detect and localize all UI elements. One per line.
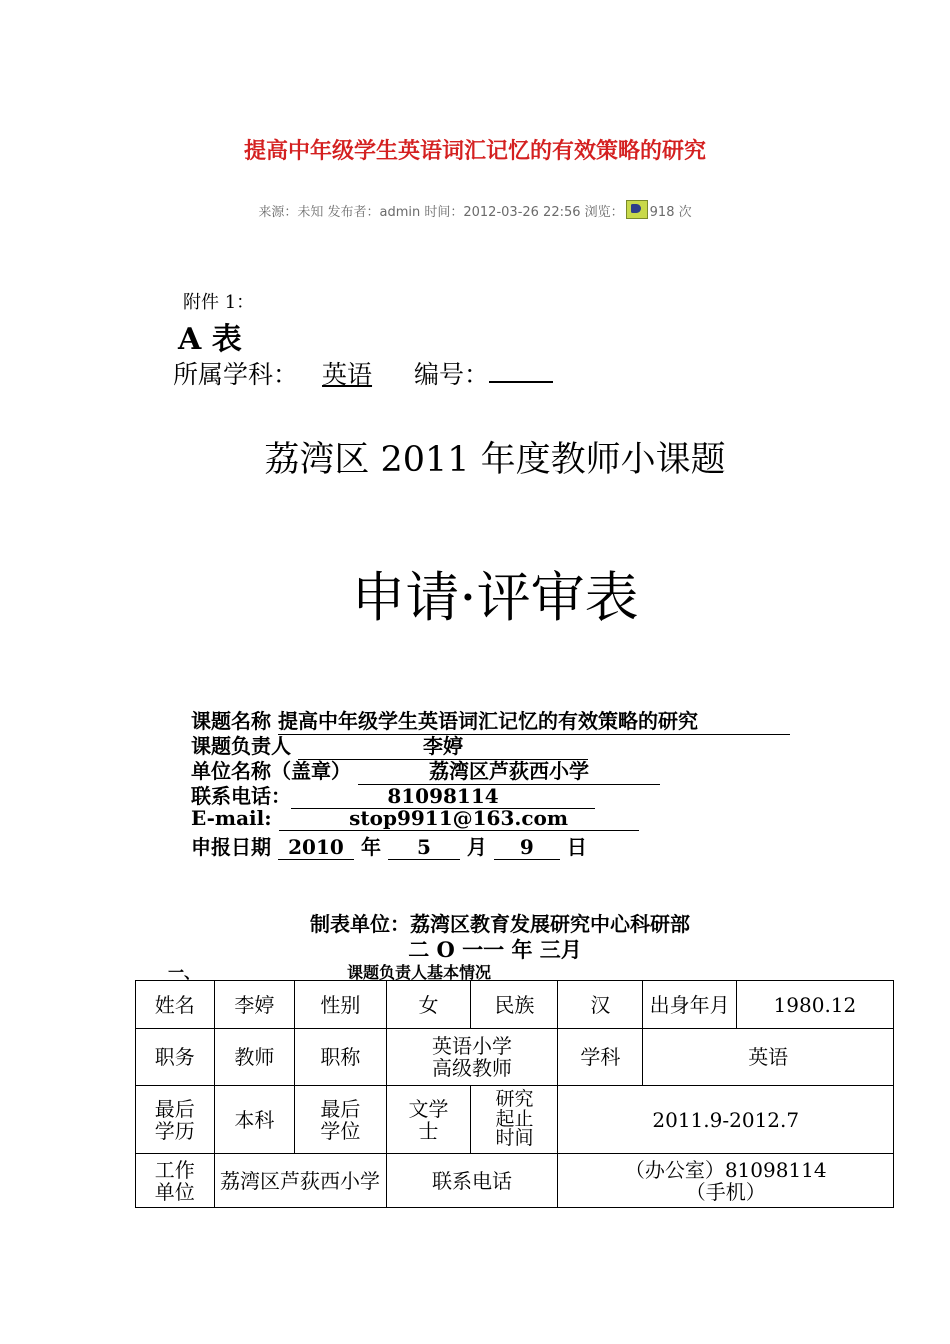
view-count: 918 xyxy=(649,205,675,220)
table-cell: 姓名 xyxy=(136,981,215,1029)
maker-date: 二 O 一一 年 三月 xyxy=(408,937,582,962)
topic-label: 课题名称 xyxy=(191,709,271,733)
cell-line: 学位 xyxy=(320,1118,361,1143)
year-unit: 年 xyxy=(360,835,381,859)
table-cell: 汉 xyxy=(558,981,643,1029)
table-row xyxy=(136,1154,894,1208)
month-value: 5 xyxy=(388,835,460,860)
day-value: 9 xyxy=(494,835,560,860)
table-cell xyxy=(386,1086,471,1154)
article-meta xyxy=(0,200,950,220)
page-title: 提高中年级学生英语词汇记忆的有效策略的研究 xyxy=(243,139,706,164)
cell-line: 最后 xyxy=(154,1096,195,1121)
email-field xyxy=(191,806,639,831)
main-title: 荔湾区 2011 年度教师小课题 xyxy=(264,440,726,480)
table-cell: 荔湾区芦荻西小学 xyxy=(214,1154,386,1208)
table-cell: 职称 xyxy=(295,1029,386,1086)
table-cell: 女 xyxy=(386,981,471,1029)
title-line-1: 英语小学 xyxy=(431,1034,512,1058)
table-cell: 教师 xyxy=(214,1029,295,1086)
cell-line: 文学 xyxy=(408,1096,449,1121)
number-blank xyxy=(489,381,553,383)
table-row xyxy=(136,1029,894,1086)
number-label: 编号： xyxy=(414,360,490,389)
table-cell xyxy=(471,1086,558,1154)
table-cell: 联系电话 xyxy=(386,1154,558,1208)
date-label: 申报日期 xyxy=(191,835,271,859)
table-row xyxy=(136,1086,894,1154)
table-cell xyxy=(386,1029,558,1086)
cell-line: 最后 xyxy=(320,1096,361,1121)
leader-info-table xyxy=(135,980,894,1208)
view-count-icon xyxy=(626,200,648,219)
date-field xyxy=(191,831,587,860)
leader-value: 李婷 xyxy=(298,730,588,760)
table-cell: 民族 xyxy=(471,981,558,1029)
table-cell xyxy=(558,1154,894,1208)
maker-unit: 制表单位：荔湾区教育发展研究中心科研部 xyxy=(310,912,690,936)
table-cell: 英语 xyxy=(643,1029,894,1086)
table-cell xyxy=(295,1086,386,1154)
cell-line: （办公室）81098114 xyxy=(624,1157,827,1182)
email-label: E-mail: xyxy=(191,806,272,830)
table-cell: 性别 xyxy=(295,981,386,1029)
phone-label: 联系电话： xyxy=(191,784,291,808)
table-cell: 学科 xyxy=(558,1029,643,1086)
unit-label: 单位名称（盖章） xyxy=(191,759,351,783)
cell-line: 时间 xyxy=(495,1127,534,1150)
table-cell xyxy=(136,1154,215,1208)
attachment-label: 附件 1： xyxy=(183,292,255,313)
table-cell: 李婷 xyxy=(214,981,295,1029)
table-cell: 2011.9-2012.7 xyxy=(558,1086,894,1154)
cell-line: （手机） xyxy=(685,1179,766,1204)
day-unit: 日 xyxy=(566,835,587,859)
cell-line: 工作 xyxy=(154,1157,195,1182)
table-cell: 1980.12 xyxy=(736,981,893,1029)
cell-line: 学历 xyxy=(154,1118,195,1143)
cell-line: 起止 xyxy=(495,1107,534,1130)
unit-value: 荔湾区芦荻西小学 xyxy=(358,755,660,785)
subject-value: 英语 xyxy=(322,360,373,389)
topic-value: 提高中年级学生英语词汇记忆的有效策略的研究 xyxy=(278,705,790,735)
form-name: A 表 xyxy=(178,322,242,357)
year-value: 2010 xyxy=(278,835,354,860)
cell-line: 单位 xyxy=(154,1179,195,1204)
subject-label: 所属学科： xyxy=(173,360,299,389)
section-number: 一、 xyxy=(168,963,201,982)
view-count-suffix: 次 xyxy=(674,205,692,220)
email-value: stop9911@163.com xyxy=(279,806,639,831)
meta-text: 来源：未知 发布者：admin 时间：2012-03-26 22:56 浏览： xyxy=(258,205,624,220)
cell-line: 士 xyxy=(418,1118,439,1143)
table-cell: 职务 xyxy=(136,1029,215,1086)
sub-title: 申请·评审表 xyxy=(351,566,639,629)
table-cell: 出身年月 xyxy=(643,981,736,1029)
title-line-2: 高级教师 xyxy=(431,1056,512,1080)
cell-line: 研究 xyxy=(495,1087,534,1110)
month-unit: 月 xyxy=(466,835,487,859)
phone-value: 81098114 xyxy=(291,784,595,809)
section-title: 课题负责人基本情况 xyxy=(347,963,492,982)
subject-line xyxy=(173,355,553,391)
table-cell xyxy=(136,1086,215,1154)
table-row xyxy=(136,981,894,1029)
leader-label: 课题负责人 xyxy=(191,734,291,758)
table-cell: 本科 xyxy=(214,1086,295,1154)
phone-field xyxy=(191,780,595,809)
